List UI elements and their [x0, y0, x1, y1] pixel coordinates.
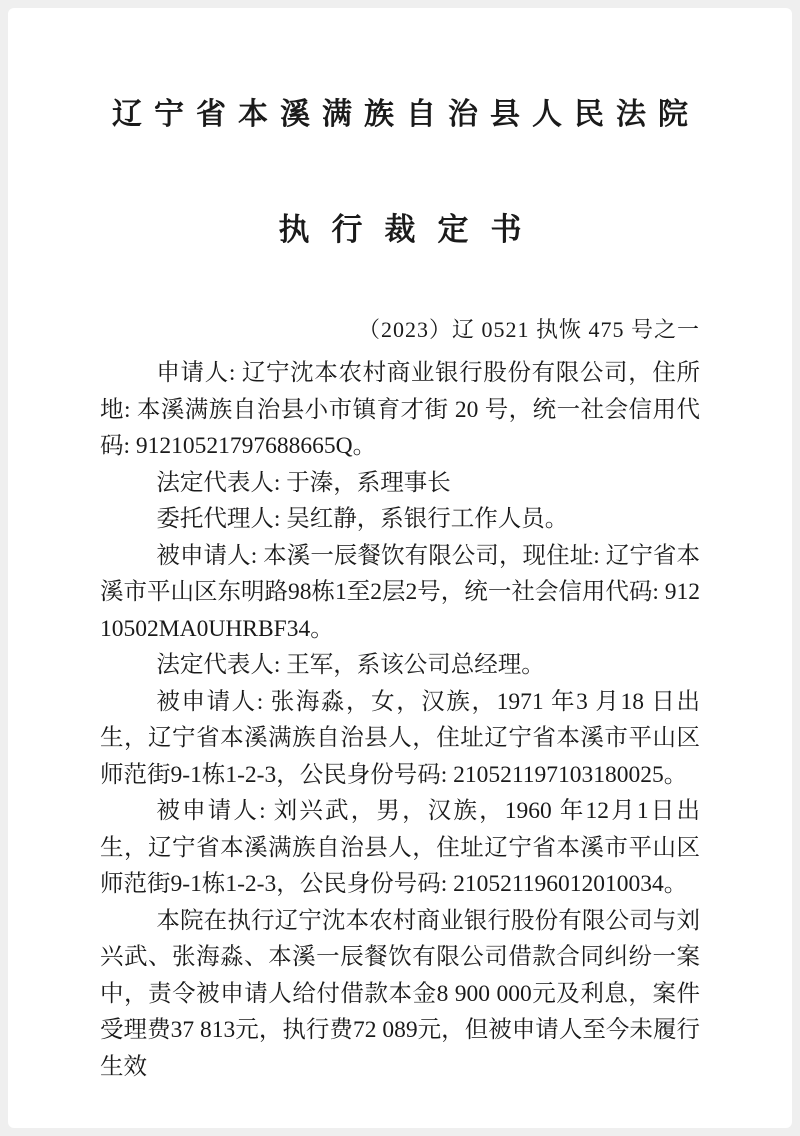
document-type-heading: 执行裁定书	[278, 212, 544, 247]
paragraph-legal-representative-applicant: 法定代表人: 于溱，系理事长	[156, 469, 451, 496]
document-content	[8, 98, 792, 1085]
paragraph-applicant: 申请人: 辽宁沈本农村商业银行股份有限公司，住所地: 本溪满族自治县小市镇育才街 20 号，统一社会信用代码: 91210521797688665Q。	[100, 360, 700, 460]
document-page	[8, 8, 792, 1128]
paragraph-case-summary: 本院在执行辽宁沈本农村商业银行股份有限公司与刘兴武、张海淼、本溪一辰餐饮有限公司借款合同纠纷一案中，责令被申请人给付借款本金8 900 000元及利息，案件受理费37 813元，执行费72 089元，但被申请人至今未履行生效	[100, 907, 700, 1080]
case-number: （2023）辽 0521 执恢 475 号之一	[357, 317, 700, 343]
paragraph-respondent-liu: 被申请人: 刘兴武，男，汉族，1960 年12月1日出生，辽宁省本溪满族自治县人，住址辽宁省本溪市平山区师范街9-1栋1-2-3，公民身份号码: 210521196012010034。	[100, 798, 700, 898]
paragraph-legal-representative-respondent: 法定代表人: 王军，系该公司总经理。	[156, 652, 545, 679]
paragraph-entrusted-agent: 委托代理人: 吴红静，系银行工作人员。	[156, 506, 569, 533]
paragraph-respondent-company: 被申请人: 本溪一辰餐饮有限公司，现住址: 辽宁省本溪市平山区东明路98栋1至2层2号，统一社会信用代码: 91210502MA0UHRBF34。	[100, 542, 700, 642]
document-body	[100, 355, 700, 1085]
paragraph-respondent-zhang: 被申请人: 张海淼，女，汉族，1971 年3 月18 日出生，辽宁省本溪满族自治县人，住址辽宁省本溪市平山区师范街9-1栋1-2-3，公民身份号码: 210521197103180025。	[100, 688, 700, 788]
court-name-heading: 辽宁省本溪满族自治县人民法院	[112, 98, 700, 131]
